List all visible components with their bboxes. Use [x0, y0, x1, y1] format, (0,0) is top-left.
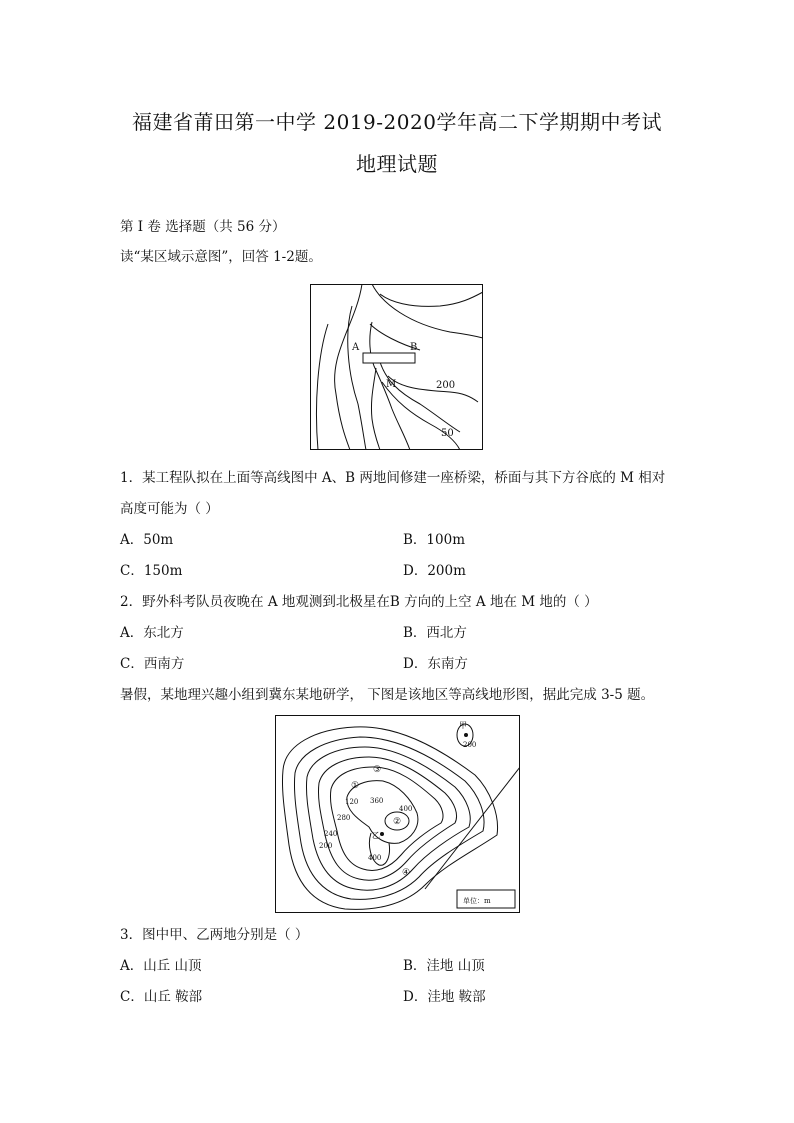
q2-option-a: A．东北方: [120, 625, 184, 641]
contour-map-figure-1: [310, 284, 483, 450]
document-title: 福建省莆田第一中学 2019-2020学年高二下学期期中考试: [132, 110, 662, 134]
contour-400-a: 400: [399, 805, 413, 813]
question-2-stem: 2．野外科考队员夜晚在 A 地观测到北极星在B 方向的上空 A 地在 M 地的（ ）: [120, 594, 598, 610]
q2-option-b: B．西北方: [403, 625, 467, 641]
q1-option-d: D．200m: [403, 563, 466, 579]
contour-360: 360: [370, 797, 384, 805]
section-heading: 第 I 卷 选择题（共 56 分）: [120, 219, 286, 235]
intro-text-1: 读“某区域示意图”，回答 1-2题。: [120, 249, 322, 265]
q1-option-a: A．50m: [120, 532, 174, 548]
label-a: A: [352, 342, 360, 353]
intro-text-2: 暑假，某地理兴趣小组到冀东某地研学， 下图是该地区等高线地形图，据此完成 3-5 题。: [120, 687, 655, 703]
contour-280: 280: [337, 814, 351, 822]
contour-120: 120: [345, 798, 359, 806]
question-1-line-1: 1．某工程队拟在上面等高线图中 A、B 两地间修建一座桥梁，桥面与其下方谷底的 M 相对: [120, 470, 666, 486]
q3-option-b: B．洼地 山顶: [403, 958, 485, 974]
contour-label-200: 200: [436, 380, 456, 391]
contour-240: 240: [324, 830, 338, 838]
q1-option-c: C．150m: [120, 563, 183, 579]
q3-option-d: D．洼地 鞍部: [403, 989, 486, 1005]
question-3-stem: 3．图中甲、乙两地分别是（ ）: [120, 927, 309, 943]
label-m: M: [386, 379, 397, 390]
q2-option-c: C．西南方: [120, 656, 185, 672]
mark-3: ③: [373, 765, 382, 775]
document-subtitle: 地理试题: [356, 152, 438, 176]
contour-label-50: 50: [441, 428, 454, 439]
contour-map-figure-2: [275, 715, 520, 913]
label-yi: 乙: [372, 831, 380, 840]
q2-option-d: D．东南方: [403, 656, 468, 672]
mark-4: ④: [402, 868, 411, 878]
q1-option-b: B．100m: [403, 532, 465, 548]
unit-label: 单位：m: [463, 897, 491, 905]
question-1-line-2: 高度可能为（ ）: [120, 501, 219, 517]
label-b: B: [410, 342, 418, 353]
label-jia-height: 200: [463, 741, 477, 749]
q3-option-a: A．山丘 山顶: [120, 958, 202, 974]
mark-2: ②: [393, 817, 402, 827]
contour-400-b: 400: [368, 854, 382, 862]
mark-1: ①: [351, 781, 360, 791]
q3-option-c: C．山丘 鞍部: [120, 989, 203, 1005]
label-jia: 甲: [459, 721, 467, 730]
contour-200: 200: [319, 842, 333, 850]
